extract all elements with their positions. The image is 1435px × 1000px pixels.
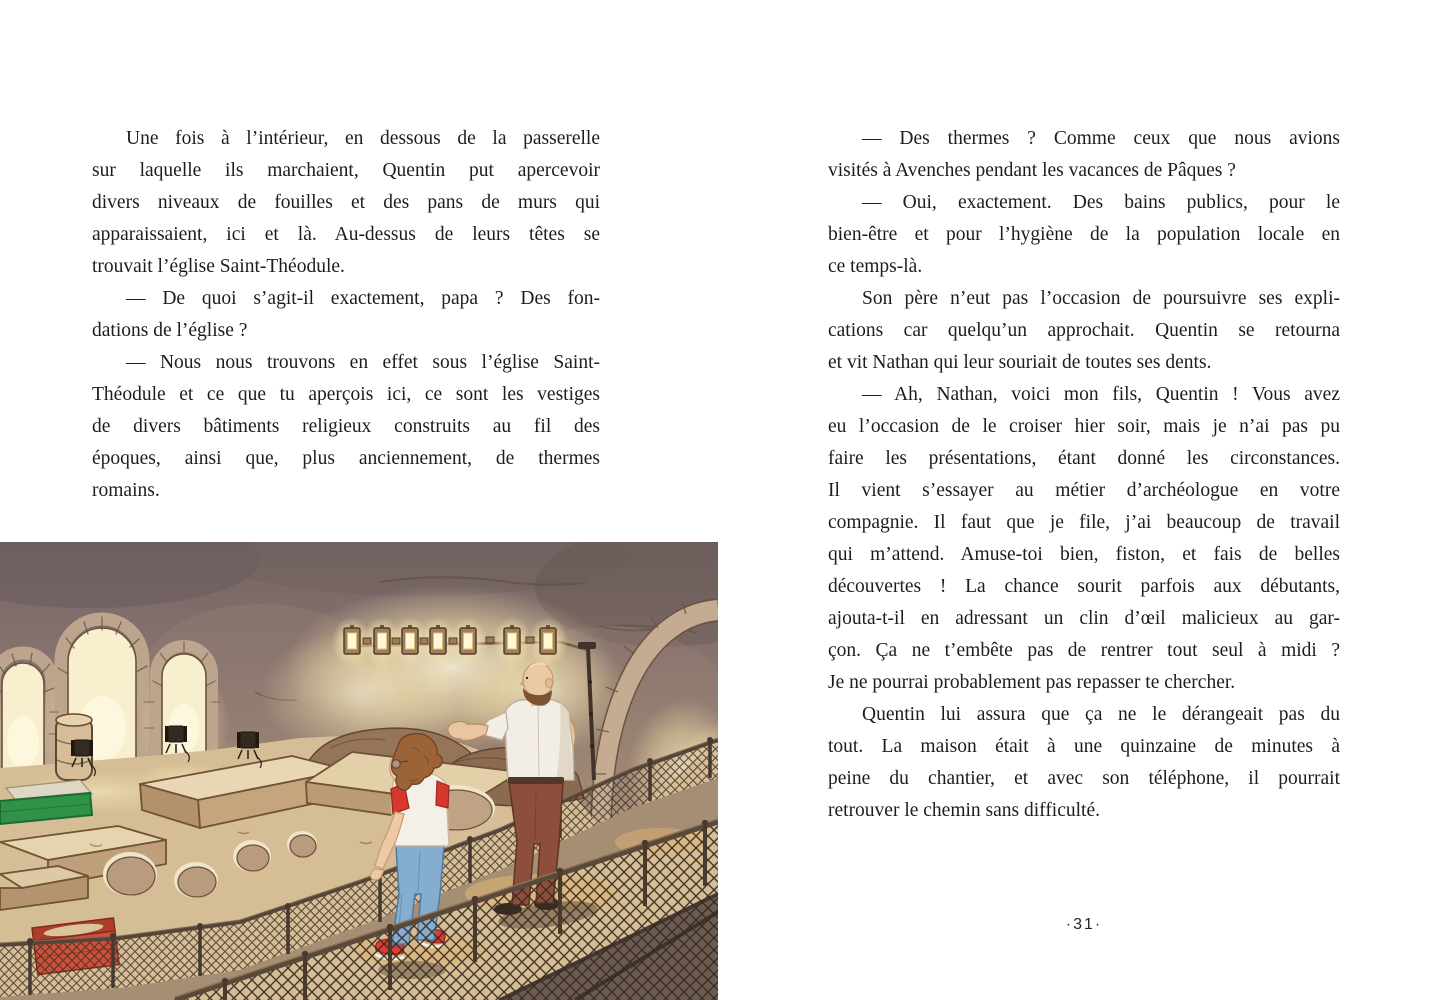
text-line: retrouver le chemin sans difficulté. [828, 800, 1101, 821]
text-line: — Des thermes ? Comme ceux que nous avions [862, 128, 1340, 149]
page-number: ·31· [1065, 916, 1103, 933]
text-line: visités à Avenches pendant les vacances de Pâques ? [828, 160, 1236, 181]
text-line: découvertes ! La chance sourit parfois aux débutants, [828, 576, 1340, 597]
text-line: divers niveaux de fouilles et des pans de murs qui [92, 192, 600, 213]
text-line: Il vient s’essayer au métier d’archéologue en votre [828, 480, 1340, 501]
text-line: et vit Nathan qui leur souriait de toutes ses dents. [828, 352, 1212, 373]
text-line: romains. [92, 480, 160, 501]
text-line: — De quoi s’agit-il exactement, papa ? Des fon- [126, 288, 600, 309]
text-line: Théodule et ce que tu aperçois ici, ce sont les vestiges [92, 384, 600, 405]
text-line: ce temps-là. [828, 256, 923, 277]
text-line: dations de l’église ? [92, 320, 248, 341]
text-line: qui m’attend. Amuse-toi bien, fiston, et fais de belles [828, 544, 1340, 565]
text-line: époques, ainsi que, plus anciennement, de thermes [92, 448, 600, 469]
text-line: trouvait l’église Saint-Théodule. [92, 256, 345, 277]
text-line: tout. La maison était à une quinzaine de minutes à [828, 736, 1340, 757]
text-line: Quentin lui assura que ça ne le dérangeait pas du [862, 704, 1340, 725]
text-line: sur laquelle ils marchaient, Quentin put apercevoir [92, 160, 600, 181]
boy-glasses [392, 760, 400, 768]
excavation-illustration [0, 542, 718, 1000]
text-line: Une fois à l’intérieur, en dessous de la passerelle [126, 128, 600, 149]
text-line: Son père n’eut pas l’occasion de poursuivre ses expli- [862, 288, 1340, 309]
text-line: bien-être et pour l’hygiène de la population locale en [828, 224, 1340, 245]
text-line: çon. Ça ne t’embête pas de rentrer tout seul à midi ? [828, 640, 1340, 661]
text-line: ajouta-t-il en adressant un clin d’œil malicieux au gar- [828, 608, 1340, 629]
text-line: — Ah, Nathan, voici mon fils, Quentin ! Vous avez [862, 384, 1340, 405]
text-line: — Nous nous trouvons en effet sous l’église Saint- [126, 352, 600, 373]
text-line: faire les présentations, étant donné les circonstances. [828, 448, 1340, 469]
text-line: Je ne pourrai probablement pas repasser te chercher. [828, 672, 1236, 693]
text-line: compagnie. Il faut que je file, j’ai beaucoup de travail [828, 512, 1340, 533]
text-line: peine du chantier, et avec son téléphone, il pourrait [828, 768, 1340, 789]
text-line: — Oui, exactement. Des bains publics, pour le [862, 192, 1340, 213]
text-line: de divers bâtiments religieux construits au fil des [92, 416, 600, 437]
text-line: eu l’occasion de le croiser hier soir, mais je n’ai pas pu [828, 416, 1340, 437]
text-line: cations car quelqu’un approchait. Quentin se retourna [828, 320, 1340, 341]
text-line: apparaissaient, ici et là. Au-dessus de leurs têtes se [92, 224, 600, 245]
left-text-block [92, 123, 600, 507]
right-text-block [828, 123, 1340, 827]
